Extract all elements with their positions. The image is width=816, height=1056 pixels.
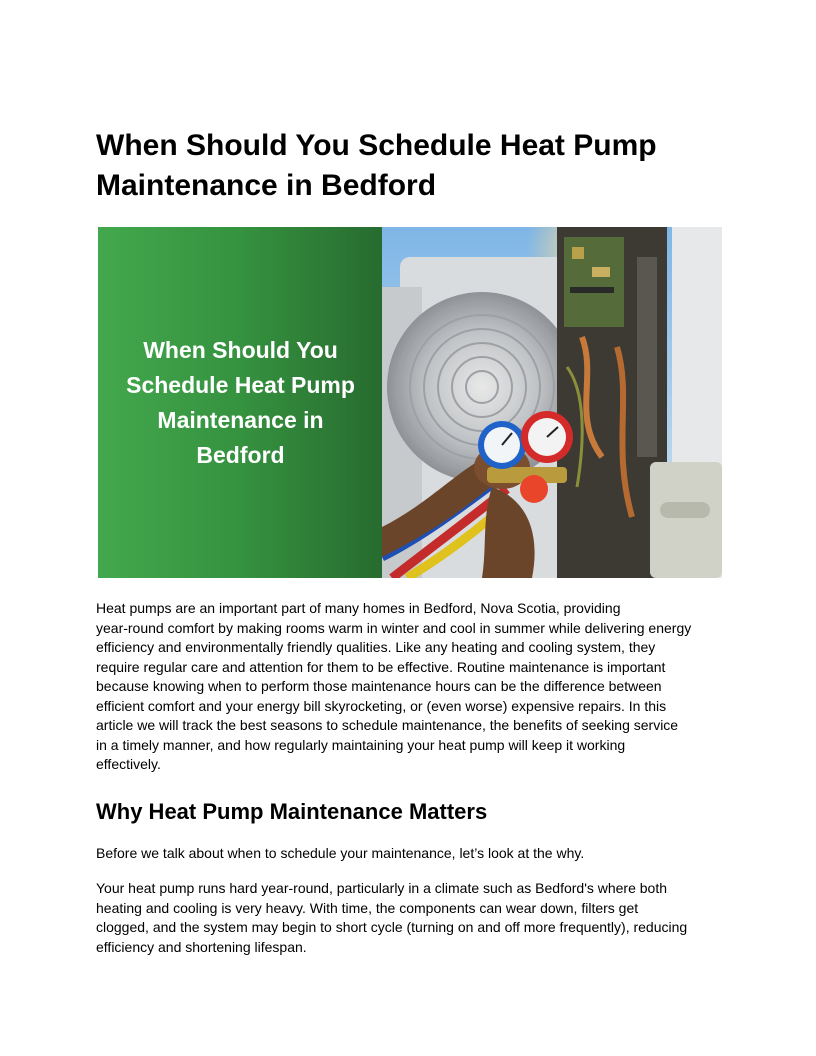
intro-line: Heat pumps are an important part of many homes in Bedford, Nova Scotia, providing — [96, 600, 621, 616]
intro-line: efficiency and environmentally friendly qualities. Like any heating and cooling system, they — [96, 639, 656, 655]
hero-overlay-line-4: Bedford — [196, 441, 285, 468]
section-heading: Why Heat Pump Maintenance Matters — [96, 799, 488, 824]
page-title — [96, 126, 736, 206]
title-line-2: Maintenance in Bedford — [96, 169, 437, 202]
hero-green-panel — [98, 227, 383, 578]
intro-paragraph — [96, 599, 726, 775]
hero-image — [98, 227, 722, 578]
intro-line: require regular care and attention for them to be effective. Routine maintenance is important — [96, 658, 666, 675]
why-intro-paragraph: Before we talk about when to schedule your maintenance, let’s look at the why. — [96, 845, 585, 861]
title-line-1: When Should You Schedule Heat Pump — [96, 129, 657, 162]
hero-overlay-line-1: When Should You — [143, 336, 338, 363]
intro-line: article we will track the best seasons to schedule maintenance, the benefits of seeking service — [96, 717, 679, 733]
detail-line: heating and cooling is very heavy. With time, the components can wear down, filters get — [96, 899, 639, 916]
detail-line: Your heat pump runs hard year-round, particularly in a climate such as Bedford's where both — [96, 880, 668, 896]
detail-line: efficiency and shortening lifespan. — [96, 938, 307, 955]
hero-overlay-title — [111, 333, 371, 473]
hero-photo — [382, 227, 722, 578]
hero-overlay-line-3: Maintenance in — [157, 406, 324, 433]
intro-line: in a timely manner, and how regularly maintaining your heat pump will keep it working — [96, 736, 626, 753]
why-detail-paragraph — [96, 879, 726, 957]
intro-line: efficient comfort and your energy bill skyrocketing, or (even worse) expensive repairs. In this — [96, 697, 667, 714]
intro-line: because knowing when to perform those maintenance hours can be the difference between — [96, 678, 662, 694]
hero-overlay-line-2: Schedule Heat Pump — [126, 371, 355, 398]
intro-line: year-round comfort by making rooms warm in winter and cool in summer while delivering energy — [96, 619, 692, 636]
heat-pump-technician-photo — [382, 227, 722, 578]
detail-line: clogged, and the system may begin to short cycle (turning on and off more frequently), reducing — [96, 919, 688, 935]
intro-line: effectively. — [96, 756, 161, 772]
